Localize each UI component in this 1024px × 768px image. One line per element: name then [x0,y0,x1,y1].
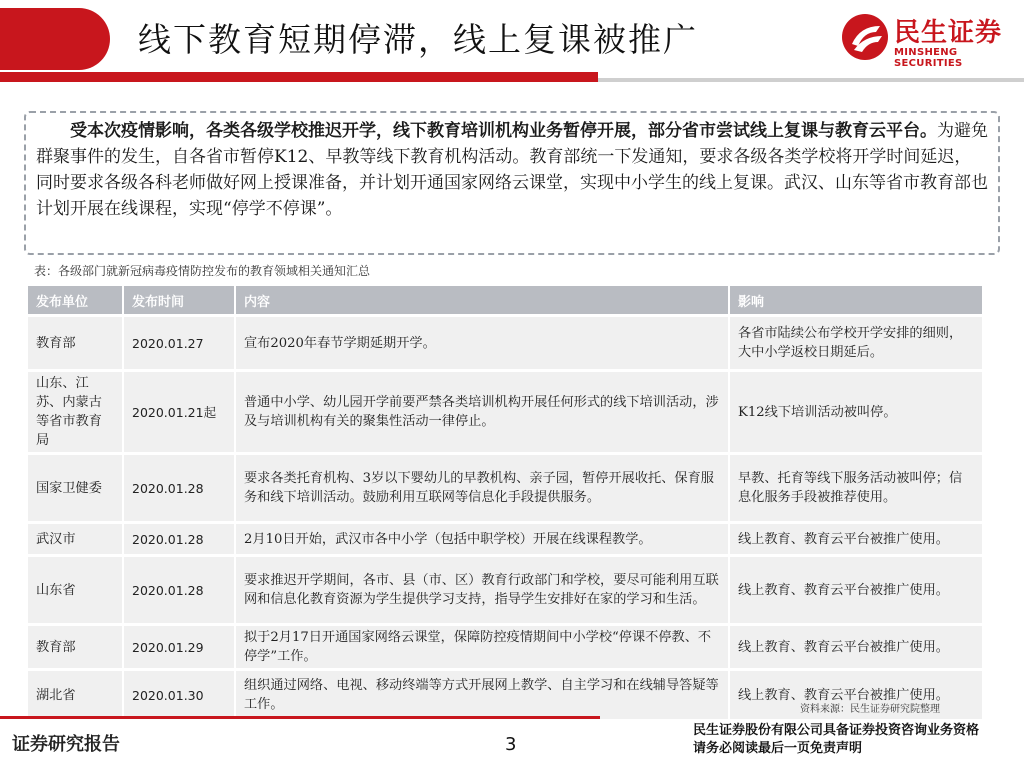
cell-content: 拟于2月17日开通国家网络云课堂，保障防控疫情期间中小学校“停课不停教、不停学”工作。 [236,626,728,668]
cell-date: 2020.01.28 [124,455,234,521]
logo-mark-icon [842,14,888,60]
table-row [28,317,982,369]
summary-highlight: 受本次疫情影响，各类各级学校推迟开学，线下教育培训机构业务暂停开展，部分省市尝试线上复课与教育云平台。 [70,121,937,141]
table-row [28,626,982,668]
table-source: 资料来源：民生证券研究院整理 [800,704,940,715]
cell-impact: 线上教育、教育云平台被推广使用。 [730,626,982,668]
cell-impact: 线上教育、教育云平台被推广使用。 [730,557,982,623]
cell-publisher: 湖北省 [28,671,122,719]
table-caption: 表：各级部门就新冠病毒疫情防控发布的教育领域相关通知汇总 [34,264,371,278]
cell-date: 2020.01.30 [124,671,234,719]
notice-table [26,283,984,722]
cell-date: 2020.01.27 [124,317,234,369]
cell-publisher: 教育部 [28,626,122,668]
cell-impact: 线上教育、教育云平台被推广使用。 [730,524,982,554]
header [0,0,1024,90]
summary-text [36,118,988,222]
table-row [28,557,982,623]
page-number: 3 [505,734,517,755]
cell-impact: 各省市陆续公布学校开学安排的细则，大中小学返校日期延后。 [730,317,982,369]
footer-disclaimer [693,722,979,758]
cell-publisher: 山东、江苏、内蒙古等省市教育局 [28,372,122,452]
cell-impact: K12线下培训活动被叫停。 [730,372,982,452]
cell-date: 2020.01.29 [124,626,234,668]
company-logo [842,12,1024,70]
footer-divider [0,716,600,719]
header-divider-gray [598,78,1024,82]
cell-publisher: 山东省 [28,557,122,623]
page-title: 线下教育短期停滞，线上复课被推广 [138,20,698,59]
header-publisher: 发布单位 [28,286,122,314]
cell-date: 2020.01.28 [124,524,234,554]
table-row [28,524,982,554]
header-divider-red [0,72,598,82]
table-header-row [28,286,982,314]
cell-publisher: 教育部 [28,317,122,369]
table-row [28,455,982,521]
cell-content: 要求推迟开学期间，各市、县（市、区）教育行政部门和学校，要尽可能利用互联网和信息化教育资源为学生提供学习支持，指导学生安排好在家的学习和生活。 [236,557,728,623]
logo-name-cn: 民生证券 [894,18,1003,48]
header-accent-shape [0,8,110,70]
cell-content: 2月10日开始，武汉市各中小学（包括中职学校）开展在线课程教学。 [236,524,728,554]
cell-publisher: 武汉市 [28,524,122,554]
summary-body: 为避免群聚事件的发生，自各省市暂停K12、早教等线下教育机构活动。教育部统一下发通知，要求各级各类学校将开学时间延迟，同时要求各级各科老师做好网上授课准备，并计划开通国家网络云课堂，实现中小学生的线上复课。武汉、山东等省市教育部也计划开展在线课程，实现“停学不停课”。 [36,121,988,219]
header-date: 发布时间 [124,286,234,314]
disclaimer-line-2: 请务必阅读最后一页免责声明 [693,741,863,756]
table-row [28,372,982,452]
header-content: 内容 [236,286,728,314]
cell-impact: 线上教育、教育云平台被推广使用。 [730,671,982,719]
cell-date: 2020.01.21起 [124,372,234,452]
cell-publisher: 国家卫健委 [28,455,122,521]
header-impact: 影响 [730,286,982,314]
disclaimer-line-1: 民生证券股份有限公司具备证券投资咨询业务资格 [693,723,980,738]
cell-content: 要求各类托育机构、3岁以下婴幼儿的早教机构、亲子园，暂停开展收托、保育服务和线下培训活动。鼓励利用互联网等信息化手段提供服务。 [236,455,728,521]
cell-content: 普通中小学、幼儿园开学前要严禁各类培训机构开展任何形式的线下培训活动，涉及与培训机构有关的聚集性活动一律停止。 [236,372,728,452]
cell-content: 宣布2020年春节学期延期开学。 [236,317,728,369]
cell-content: 组织通过网络、电视、移动终端等方式开展网上教学、自主学习和在线辅导答疑等工作。 [236,671,728,719]
logo-name-en: MINSHENG SECURITIES [894,47,963,69]
footer-report-label: 证券研究报告 [12,734,120,755]
cell-impact: 早教、托育等线下服务活动被叫停；信息化服务手段被推荐使用。 [730,455,982,521]
cell-date: 2020.01.28 [124,557,234,623]
